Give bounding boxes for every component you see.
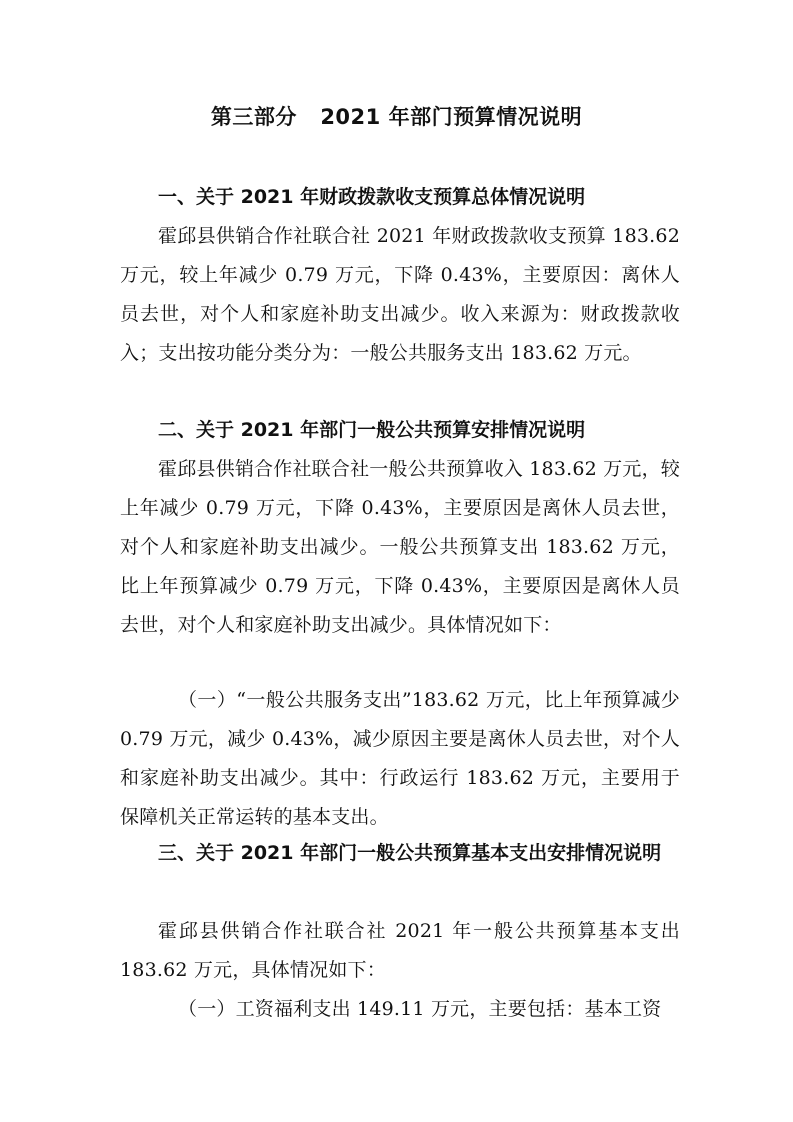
section-1-paragraph: 霍邱县供销合作社联合社 2021 年财政拨款收支预算 183.62 万元，较上年减少 0.79 万元，下降 0.43%，主要原因：离休人员去世，对个人和家庭补助支出减少。收入来源为：财政拨款收入；支出按功能分类分为：一般公共服务支出 183.62 万元。	[120, 225, 680, 364]
section-3-paragraph: 霍邱县供销合作社联合社 2021 年一般公共预算基本支出 183.62 万元，具体情况如下：	[120, 920, 680, 981]
section-1-heading: 一、关于 2021 年财政拨款收支预算总体情况说明	[158, 186, 586, 208]
section-2-paragraph: 霍邱县供销合作社联合社一般公共预算收入 183.62 万元，较上年减少 0.79 万元，下降 0.43%，主要原因是离休人员去世，对个人和家庭补助支出减少。一般公共预算支出 183.62 万元，比上年预算减少 0.79 万元，下降 0.43%，主要原因是离休人员去世，对个人和家庭补助支出减少。具体情况如下：	[120, 458, 680, 636]
section-2-heading: 二、关于 2021 年部门一般公共预算安排情况说明	[158, 419, 586, 441]
section-3-heading: 三、关于 2021 年部门一般公共预算基本支出安排情况说明	[158, 842, 662, 864]
section-3-item-1: （一）工资福利支出 149.11 万元，主要包括：基本工资	[178, 998, 662, 1020]
section-2-item-1: （一）“一般公共服务支出”183.62 万元，比上年预算减少 0.79 万元，减少 0.43%，减少原因主要是离休人员去世，对个人和家庭补助支出减少。其中：行政运行 183.62 万元，主要用于保障机关正常运转的基本支出。	[120, 689, 680, 828]
page-title: 第三部分 2021 年部门预算情况说明	[210, 105, 583, 129]
